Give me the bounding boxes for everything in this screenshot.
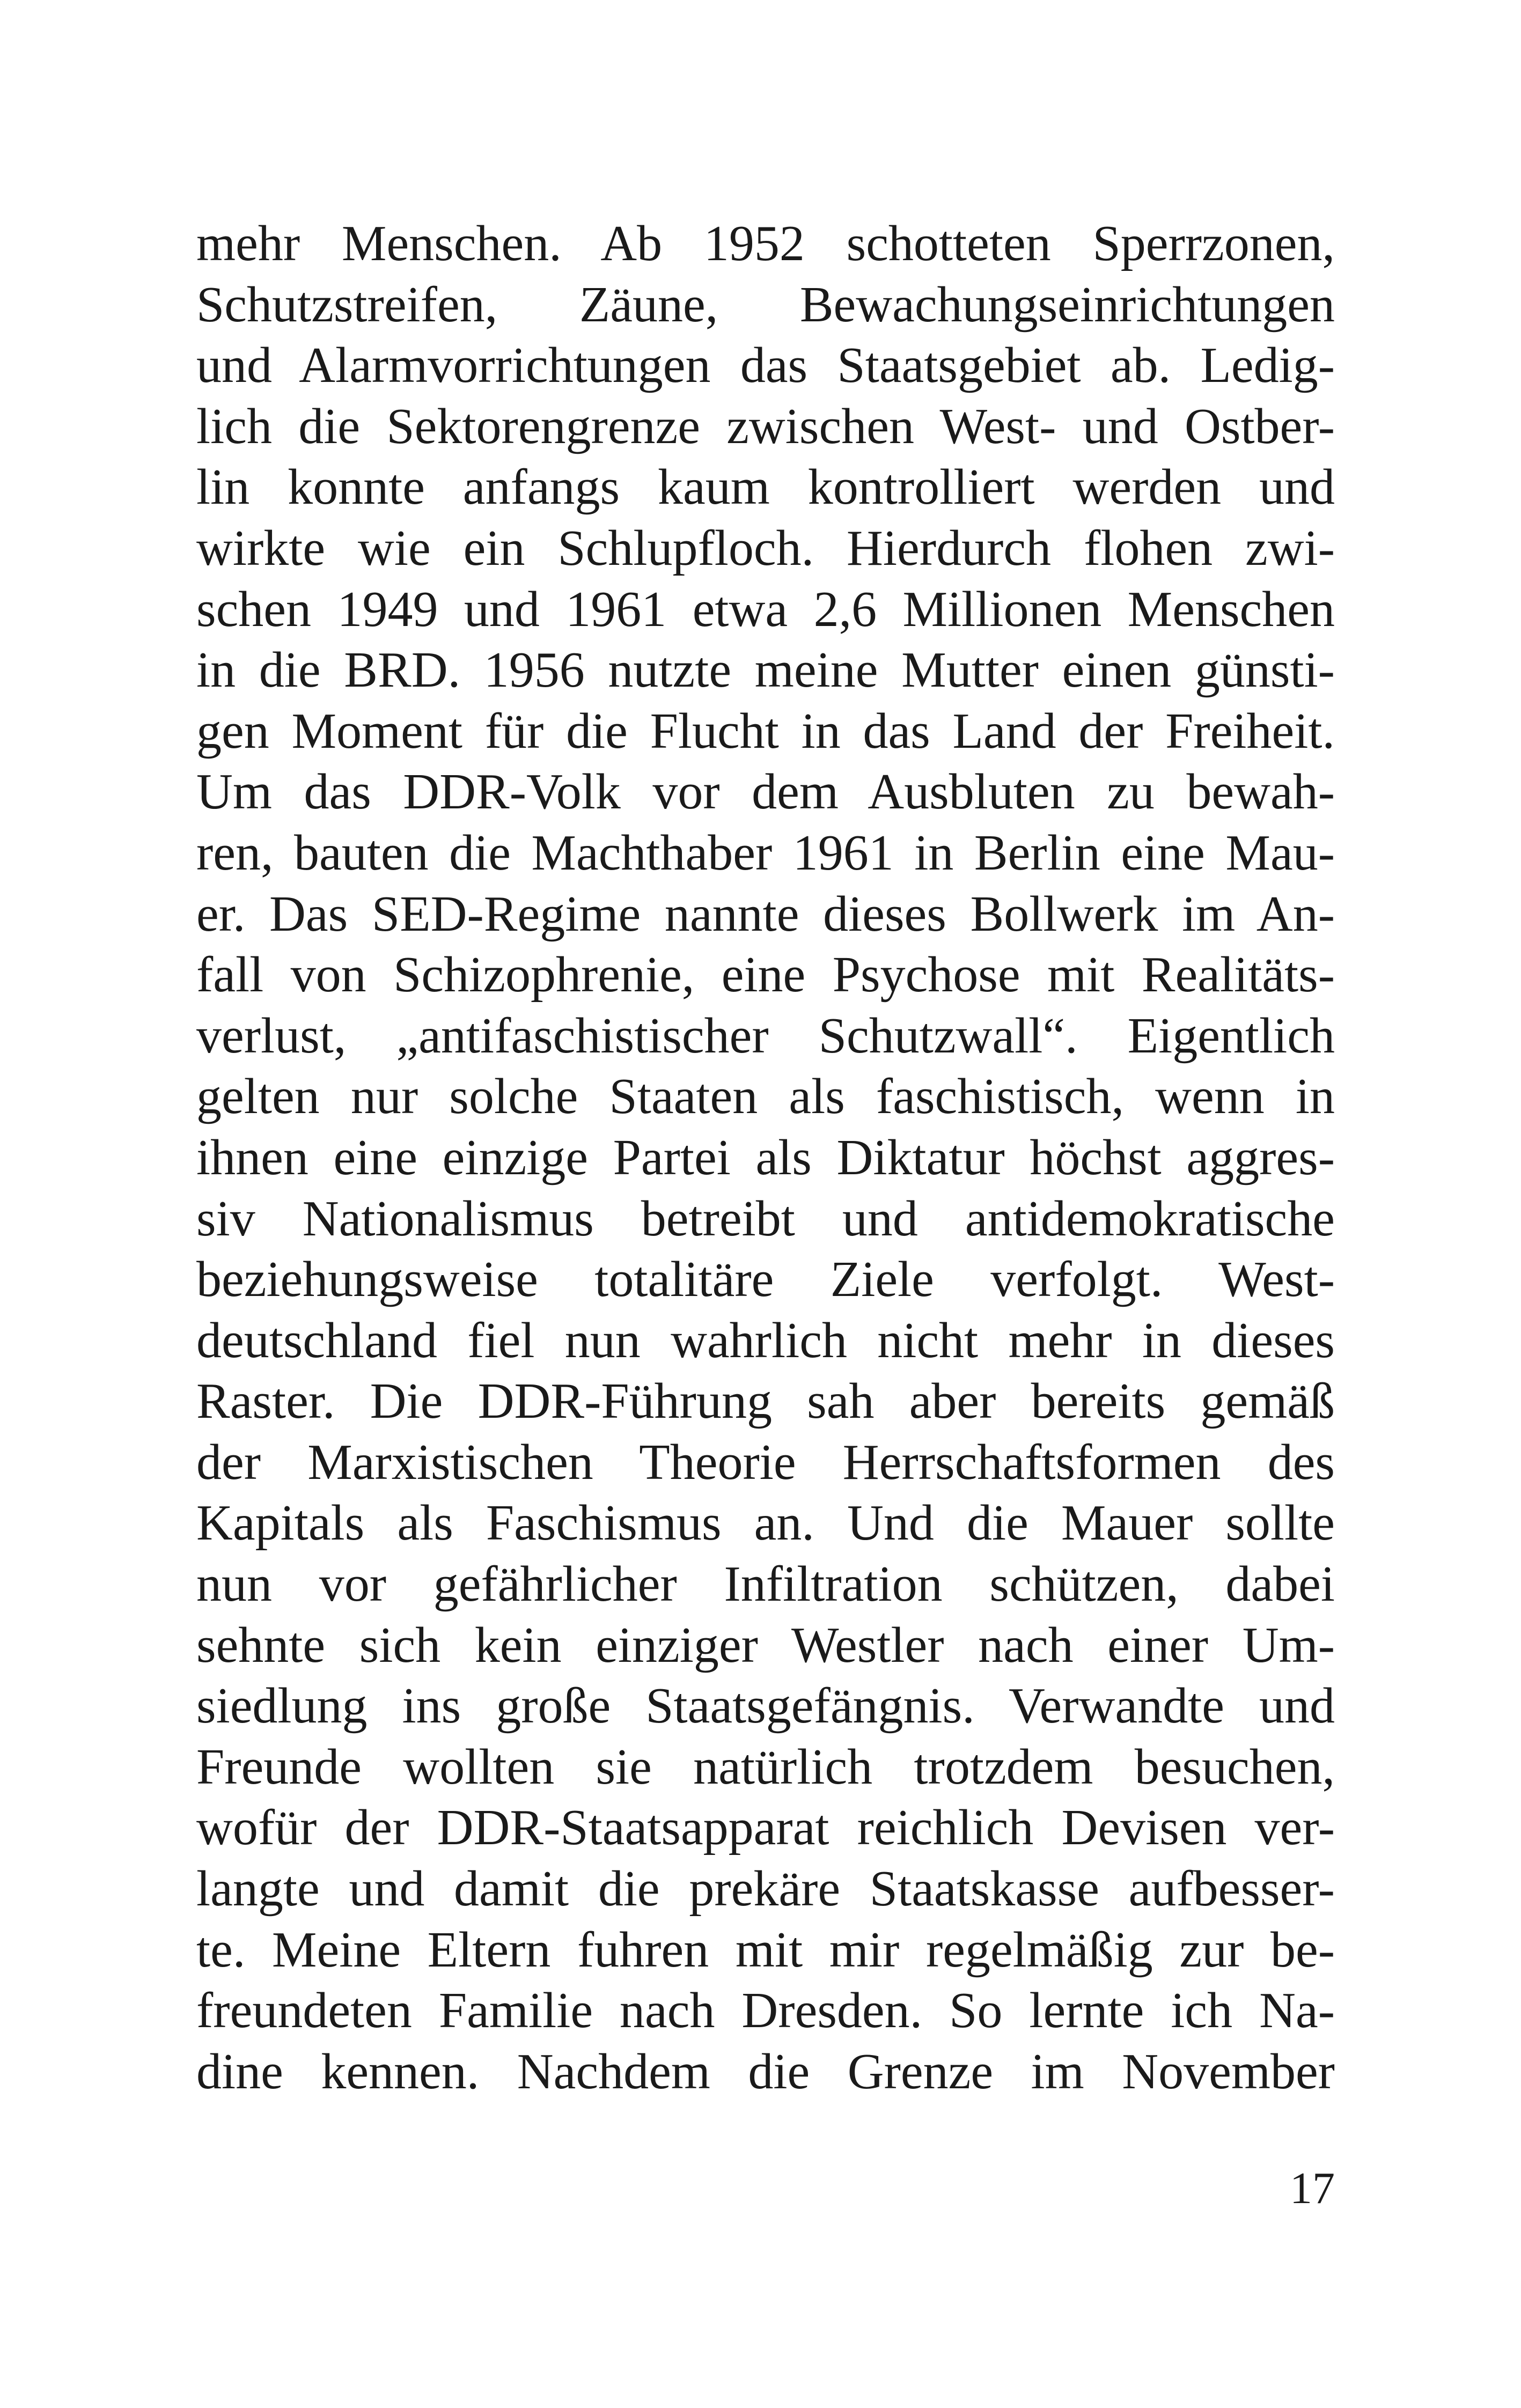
text-line: der Marxistischen Theorie Herrschaftsformen des: [196, 1434, 1335, 1490]
text-line: ren, bauten die Machthaber 1961 in Berlin eine Mau-: [196, 824, 1335, 881]
text-line: beziehungsweise totalitäre Ziele verfolgt. West-: [196, 1251, 1335, 1308]
text-line: ihnen eine einzige Partei als Diktatur höchst aggres-: [196, 1129, 1335, 1185]
text-line: schen 1949 und 1961 etwa 2,6 Millionen Menschen: [196, 581, 1335, 637]
text-line: gen Moment für die Flucht in das Land der Freiheit.: [196, 703, 1335, 759]
text-line: gelten nur solche Staaten als faschistisch, wenn in: [196, 1069, 1335, 1125]
text-line: Schutzstreifen, Zäune, Bewachungseinrichtungen: [196, 276, 1335, 333]
text-line: sehnte sich kein einziger Westler nach einer Um-: [196, 1617, 1335, 1673]
text-line: lin konnte anfangs kaum kontrolliert werden und: [196, 459, 1335, 516]
text-line: langte und damit die prekäre Staatskasse aufbesser-: [196, 1861, 1335, 1917]
text-line: Um das DDR-Volk vor dem Ausbluten zu bewah-: [196, 764, 1335, 820]
text-line: nun vor gefährlicher Infiltration schützen, dabei: [196, 1556, 1335, 1612]
text-line: Freunde wollten sie natürlich trotzdem besuchen,: [196, 1739, 1335, 1795]
text-line: Kapitals als Faschismus an. Und die Mauer sollte: [196, 1495, 1335, 1551]
text-line: fall von Schizophrenie, eine Psychose mit Realitäts-: [196, 947, 1335, 1003]
text-line: deutschland fiel nun wahrlich nicht mehr in dieses: [196, 1312, 1335, 1368]
text-line: lich die Sektorengrenze zwischen West- und Ostber-: [196, 398, 1335, 454]
text-line: wirkte wie ein Schlupfloch. Hierdurch flohen zwi-: [196, 520, 1335, 576]
page-number: 17: [1290, 2163, 1335, 2213]
text-line: wofür der DDR-Staatsapparat reichlich Devisen ver-: [196, 1800, 1335, 1856]
text-line: freundeten Familie nach Dresden. So lernte ich Na-: [196, 1983, 1335, 2039]
text-line: mehr Menschen. Ab 1952 schotteten Sperrzonen,: [196, 216, 1335, 271]
text-line: dine kennen. Nachdem die Grenze im November: [196, 2043, 1335, 2100]
text-line: in die BRD. 1956 nutzte meine Mutter einen günsti-: [196, 642, 1335, 698]
text-line: te. Meine Eltern fuhren mit mir regelmäßig zur be-: [196, 1921, 1335, 1978]
text-line: siedlung ins große Staatsgefängnis. Verwandte und: [196, 1678, 1335, 1734]
body-text: [196, 213, 1335, 2102]
text-line: er. Das SED-Regime nannte dieses Bollwerk im An-: [196, 886, 1335, 942]
text-line: Raster. Die DDR-Führung sah aber bereits gemäß: [196, 1373, 1335, 1430]
text-line: verlust, „antifaschistischer Schutzwall“. Eigentlich: [196, 1007, 1335, 1064]
text-line: und Alarmvorrichtungen das Staatsgebiet ab. Ledig-: [196, 337, 1335, 394]
text-line: siv Nationalismus betreibt und antidemokratische: [196, 1190, 1335, 1247]
